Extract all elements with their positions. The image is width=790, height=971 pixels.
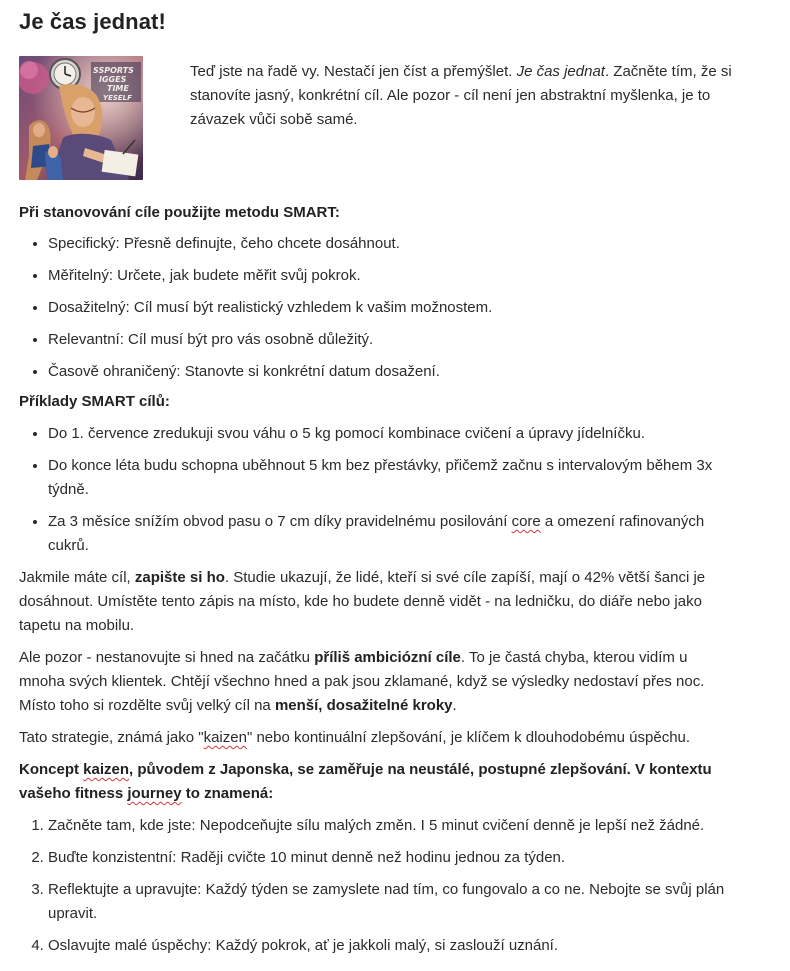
para-text: Tato strategie, známá jako "	[19, 729, 204, 746]
list-item: • Relevantní: Cíl musí být pro vás osobně důležitý.	[48, 328, 772, 352]
illustration-caption-3: TIME	[107, 84, 129, 93]
ambition-paragraph	[19, 646, 729, 718]
list-item: 3. Reflektujte a upravujte: Každý týden se zamyslete nad tím, co fungovalo a co ne. Nebojte se svůj plán upravit.	[48, 878, 748, 926]
list-item: 1. Začněte tam, kde jste: Nepodceňujte sílu malých změn. I 5 minut cvičení denně je lepší než žádné.	[48, 814, 748, 838]
spellcheck-word: journey	[127, 785, 182, 802]
examples-heading-text: Příklady SMART cílů:	[19, 393, 170, 410]
list-item: 2. Buďte konzistentní: Raději cvičte 10 minut denně než hodinu jednou za týden.	[48, 846, 748, 870]
list-item: • Časově ohraničený: Stanovte si konkrétní datum dosažení.	[48, 360, 772, 384]
para-text: " nebo kontinuální zlepšování, je klíčem k dlouhodobému úspěchu.	[246, 729, 691, 746]
spellcheck-word: kaizen	[203, 729, 247, 746]
smart-heading-text: Při stanovování cíle použijte metodu SMART:	[19, 204, 340, 221]
list-item: • Do 1. července zredukuji svou váhu o 5 kg pomocí kombinace cvičení a úpravy jídelníčku.	[48, 422, 738, 446]
kaizen-list	[19, 814, 748, 958]
example-text: Za 3 měsíce snížím obvod pasu o 7 cm díky pravidelnému posilování	[48, 513, 512, 530]
smart-list	[19, 232, 772, 384]
intro-text-2: . Začněte tím, že si stanovíte jasný, konkrétní cíl. Ale pozor - cíl není jen abstraktní myšlenka, je to závazek vůči sobě samé.	[190, 63, 732, 128]
intro-italic: Je čas jednat	[516, 63, 605, 80]
examples-heading	[19, 390, 772, 414]
para-text: .	[452, 697, 457, 714]
page-title: Je čas jednat!	[19, 9, 166, 34]
write-it-down-paragraph	[19, 566, 729, 638]
spellcheck-word: core	[511, 513, 541, 530]
illustration-caption-4: YESELF	[103, 94, 132, 102]
intro-text-1: Teď jste na řadě vy. Nestačí jen číst a přemýšlet.	[190, 63, 517, 80]
para-bold: menší, dosažitelné kroky	[274, 697, 453, 714]
list-item: 4. Oslavujte malé úspěchy: Každý pokrok, ať je jakkoli malý, si zaslouží uznání.	[48, 934, 748, 958]
list-item: • Specifický: Přesně definujte, čeho chcete dosáhnout.	[48, 232, 772, 256]
examples-list	[19, 422, 738, 558]
kaizen-heading	[19, 758, 729, 806]
para-bold: příliš ambiciózní cíle	[314, 649, 461, 666]
para-bold: to znamená:	[181, 785, 274, 802]
para-bold: , původem z Japonska, se zaměřuje na neustálé, postupné zlepšování. V kontextu vašeho fitness	[19, 761, 712, 802]
kaizen-heading-text	[19, 761, 712, 802]
list-item: • Do konce léta budu schopna uběhnout 5 km bez přestávky, přičemž začnu s intervalovým během 3x týdně.	[48, 454, 738, 502]
spellcheck-word: kaizen	[83, 761, 130, 778]
list-item: • Dosažitelný: Cíl musí být realistický vzhledem k vašim možnostem.	[48, 296, 772, 320]
intro-paragraph	[190, 60, 735, 132]
list-item	[48, 510, 738, 558]
intro-section	[19, 40, 772, 187]
kaizen-paragraph	[19, 726, 729, 750]
para-bold: zapište si ho	[134, 569, 225, 586]
illustration-caption-1: SSPORTS	[93, 66, 134, 75]
para-text: Jakmile máte cíl,	[19, 569, 135, 586]
para-text: . Studie ukazují, že lidé, kteří si své cíle zapíší, mají o 42% větší šanci je dosáhnout. Umístěte tento zápis na místo, kde ho budete denně vidět - na ledničku, do diáře nebo jako tapetu na mobilu.	[19, 569, 706, 634]
example-text: a omezení rafinovaných cukrů.	[48, 513, 705, 554]
article-illustration	[19, 56, 143, 180]
para-bold: Koncept	[19, 761, 84, 778]
para-text: Ale pozor - nestanovujte si hned na začátku	[19, 649, 315, 666]
para-text: . To je častá chyba, kterou vidím u mnoha svých klientek. Chtějí všechno hned a pak jsou zklamané, když se výsledky nedostaví přes noc. Místo toho si rozdělte svůj velký cíl na	[19, 649, 705, 714]
list-item: • Měřitelný: Určete, jak budete měřit svůj pokrok.	[48, 264, 772, 288]
illustration-caption-2: IGGES	[99, 75, 127, 84]
smart-heading	[19, 201, 772, 225]
